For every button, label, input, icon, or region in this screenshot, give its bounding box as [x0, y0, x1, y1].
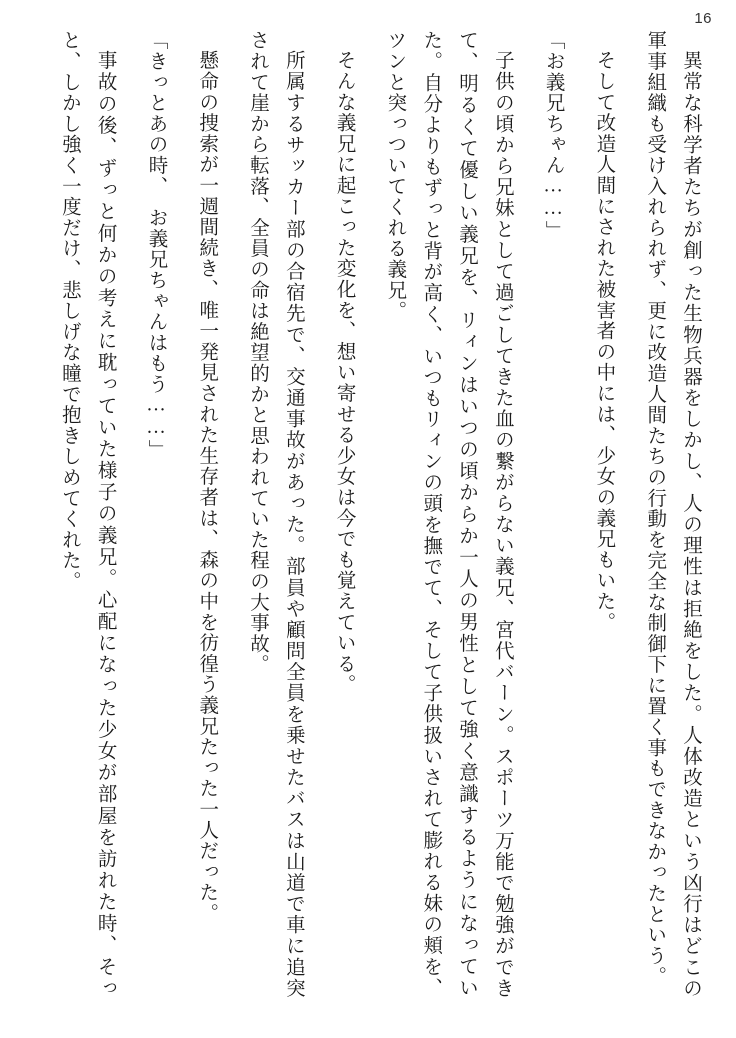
paragraph: 子供の頃から兄妹として過ごしてきた血の繋がらない義兄、宮代バーン。スポーツ万能で勉強ができて、明るくて優しい義兄を、リィンはいつの頃からか一人の男性として強く意識するようになっていた。自分よりもずっと背が高く、いつもリィンの頭を撫でて、そして子供扱いされて膨れる妹の頬を、ツンと突っついてくれる義兄。 [384, 30, 513, 998]
paragraph: 事故の後、ずっと何かの考えに耽っていた様子の義兄。心配になった少女が部屋を訪れた時、そっと、しかし強く一度だけ、悲しげな瞳で抱きしめてくれた。 [58, 30, 116, 998]
paragraph: そんな義兄に起こった変化を、想い寄せる少女は今でも覚えている。 [333, 49, 355, 695]
paragraph: そして改造人間にされた被害者の中には、少女の義兄もいた。 [593, 49, 615, 632]
paragraph: 異常な科学者たちが創った生物兵器をしかし、人の理性は拒絶をした。人体改造という凶行はどこの軍事組織も受け入れられず、更に改造人間たちの行動を完全な制御下に置く事もできなかったという。 [644, 30, 701, 998]
page-text-body [36, 30, 708, 998]
paragraph: 所属するサッカー部の合宿先で、交通事故があった。部員や顧問全員を乗せたバスは山道で車に追突されて崖から転落、全員の命は絶望的かと思われていた程の大事故。 [247, 30, 304, 998]
paragraph-dialogue: 「きっとあの時、 お義兄ちゃんはもう……」 [145, 30, 167, 461]
paragraph: 懸命の捜索が一週間続き、唯一発見された生存者は、森の中を彷徨う義兄たった一人だった。 [196, 49, 218, 924]
page-number: 16 [694, 10, 712, 27]
paragraph-dialogue: 「お義兄ちゃん……」 [542, 30, 564, 241]
